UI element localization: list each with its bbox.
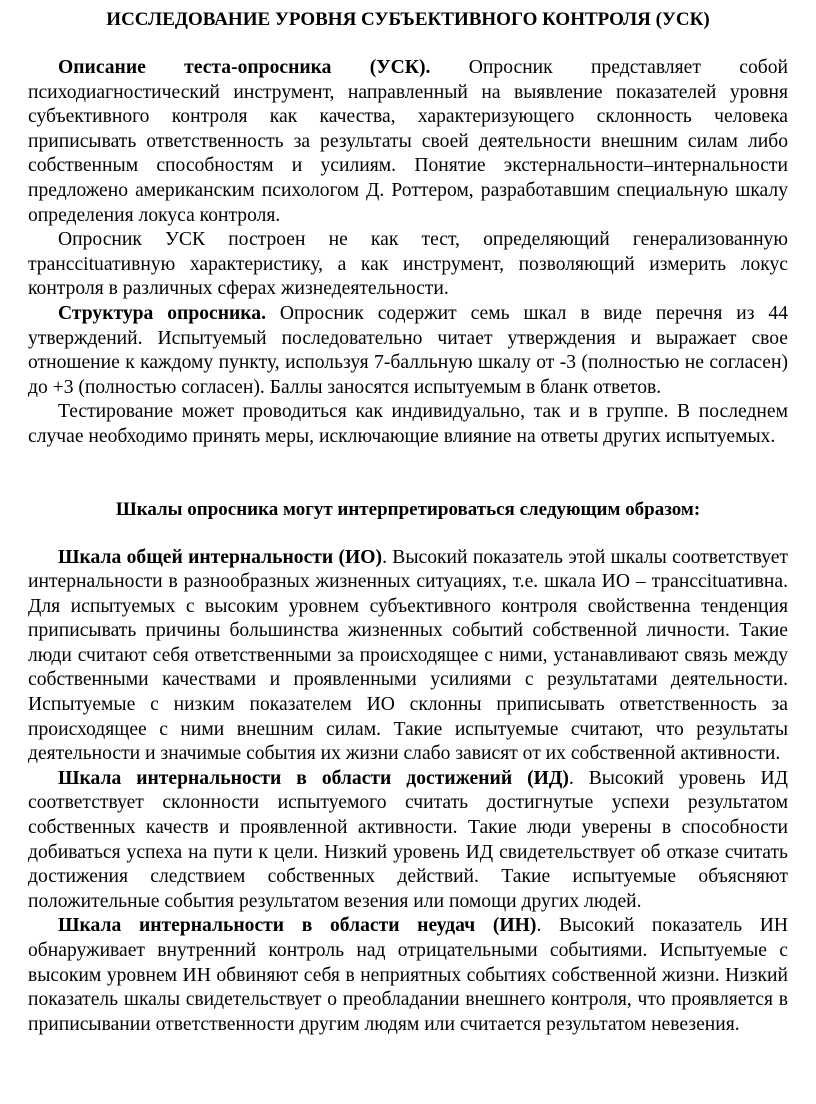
paragraph-lead: Описание теста-опросника (УСК).	[58, 57, 431, 78]
paragraph-description	[28, 56, 788, 228]
scale-lead: Шкала интернальности в области достижений (ИД)	[58, 767, 569, 789]
paragraph-construction	[28, 228, 788, 302]
scale-lead: Шкала общей интернальности (ИО)	[58, 546, 383, 568]
scale-achievements-internality	[28, 767, 788, 915]
paragraph-structure	[28, 302, 788, 400]
paragraph-text: Опросник содержит семь шкал в виде перечня из 44 утверждений. Испытуемый последовательно читает утверждения и выражает свое отношение к каждому пункту, используя 7-балльную шкалу от -3 (полностью не согласен) до +3 (полностью согласен). Баллы заносятся испытуемым в бланк ответов.	[28, 302, 788, 398]
paragraph-text: Опросник УСК построен не как тест, определяющий генерализованную транссituативную характеристику, а как инструмент, позволяющий измерить локус контроля в различных сферах жизнедеятельности.	[28, 229, 788, 300]
document-title: ИССЛЕДОВАНИЕ УРОВНЯ СУБЪЕКТИВНОГО КОНТРОЛЯ (УСК)	[106, 9, 710, 30]
paragraph-lead: Структура опросника.	[58, 302, 266, 324]
scale-lead: Шкала интернальности в области неудач (ИН)	[58, 915, 537, 937]
scale-text: . Высокий показатель этой шкалы соответствует интернальности в разнообразных жизненных ситуациях, т.е. шкала ИО – транссituативна. Для испытуемых с высоким уровнем субъективного контроля свойственна тенденция приписывать причины большинства жизненных событий собственной личности. Такие люди считают себя ответственными за происходящее с ними, устанавливают связь между собственными качествами и проявленными усилиями с результатами деятельности. Испытуемые с низким показателем ИО склонны приписывать ответственность за происходящее с ними внешним силам. Такие испытуемые считают, что результаты деятельности и значимые события их жизни слабо зависят от их собственной активности.	[28, 546, 788, 765]
scales-heading: Шкалы опросника могут интерпретироваться следующим образом:	[115, 498, 701, 520]
paragraph-text: Опросник представляет собой психодиагностический инструмент, направленный на выявление показателей уровня субъективного контроля как качества, характеризующего склонность человека приписывать ответственность за результаты своей деятельности внешним силам либо собственным способностям и усилиям. Понятие экстернальности–интернальности предложено американским психологом Д. Роттером, разработавшим специальную шкалу определения локуса контроля.	[28, 57, 788, 226]
scale-general-internality	[28, 546, 788, 767]
paragraph-text: Тестирование может проводиться как индивидуально, так и в группе. В последнем случае необходимо принять меры, исключающие влияние на ответы других испытуемых.	[28, 401, 788, 447]
document-page	[28, 0, 788, 1037]
scale-text: . Высокий показатель ИН обнаруживает внутренний контроль над отрицательными событиями. Испытуемые с высоким уровнем ИН обвиняют себя в неприятных событиях собственной жизни. Низкий показатель шкалы свидетельствует о преобладании внешнего контроля, что проявляется в приписывании ответственности другим людям или считается результатом невезения.	[28, 915, 788, 1035]
scale-failures-internality	[28, 914, 788, 1037]
paragraph-testing	[28, 400, 788, 449]
scale-text: . Высокий уровень ИД соответствует склонности испытуемого считать достигнутые успехи результатом собственных качеств и проявленной активности. Такие люди уверены в способности добиваться успеха на пути к цели. Низкий уровень ИД свидетельствует об отказе считать достижения следствием собственных действий. Такие испытуемые объясняют положительные события результатом везения или помощи других людей.	[28, 767, 788, 912]
